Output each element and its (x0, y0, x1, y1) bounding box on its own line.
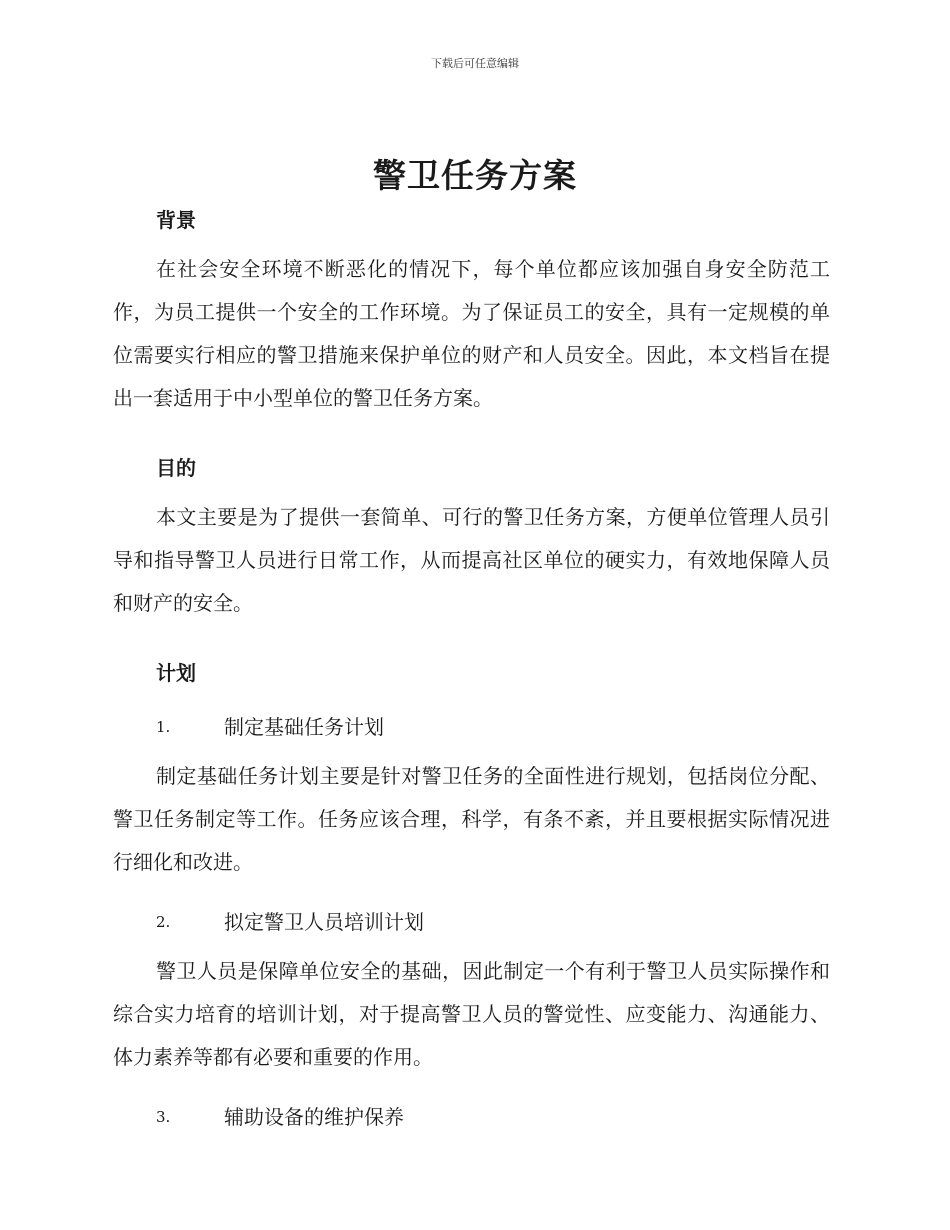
plan-item-title: 辅助设备的维护保养 (224, 1105, 404, 1129)
section-heading-purpose: 目的 (156, 456, 196, 480)
plan-item-1 (156, 711, 830, 743)
document-title: 警卫任务方案 (373, 156, 577, 195)
section-heading-plan: 计划 (156, 661, 196, 685)
section-heading-background: 背景 (156, 208, 196, 232)
plan-item-3 (156, 1101, 830, 1133)
purpose-paragraph: 本文主要是为了提供一套简单、可行的警卫任务方案，方便单位管理人员引导和指导警卫人员进行日常工作，从而提高社区单位的硬实力，有效地保障人员和财产的安全。 (113, 505, 830, 615)
plan-item-1-paragraph: 制定基础任务计划主要是针对警卫任务的全面性进行规划，包括岗位分配、警卫任务制定等工作。任务应该合理，科学，有条不紊，并且要根据实际情况进行细化和改进。 (113, 764, 830, 874)
document-body (113, 204, 830, 1133)
plan-item-2-paragraph: 警卫人员是保障单位安全的基础，因此制定一个有利于警卫人员实际操作和综合实力培育的培训计划，对于提高警卫人员的警觉性、应变能力、沟通能力、体力素养等都有必要和重要的作用。 (113, 959, 830, 1069)
header-note: 下载后可任意编辑 (431, 57, 519, 70)
plan-item-number: 1. (156, 718, 171, 736)
plan-item-title: 拟定警卫人员培训计划 (224, 910, 424, 934)
plan-item-number: 3. (156, 1108, 171, 1126)
plan-item-2 (156, 906, 830, 938)
plan-item-title: 制定基础任务计划 (224, 715, 384, 739)
background-paragraph: 在社会安全环境不断恶化的情况下，每个单位都应该加强自身安全防范工作，为员工提供一个安全的工作环境。为了保证员工的安全，具有一定规模的单位需要实行相应的警卫措施来保护单位的财产和人员安全。因此，本文档旨在提出一套适用于中小型单位的警卫任务方案。 (113, 257, 830, 410)
plan-item-number: 2. (156, 913, 171, 931)
